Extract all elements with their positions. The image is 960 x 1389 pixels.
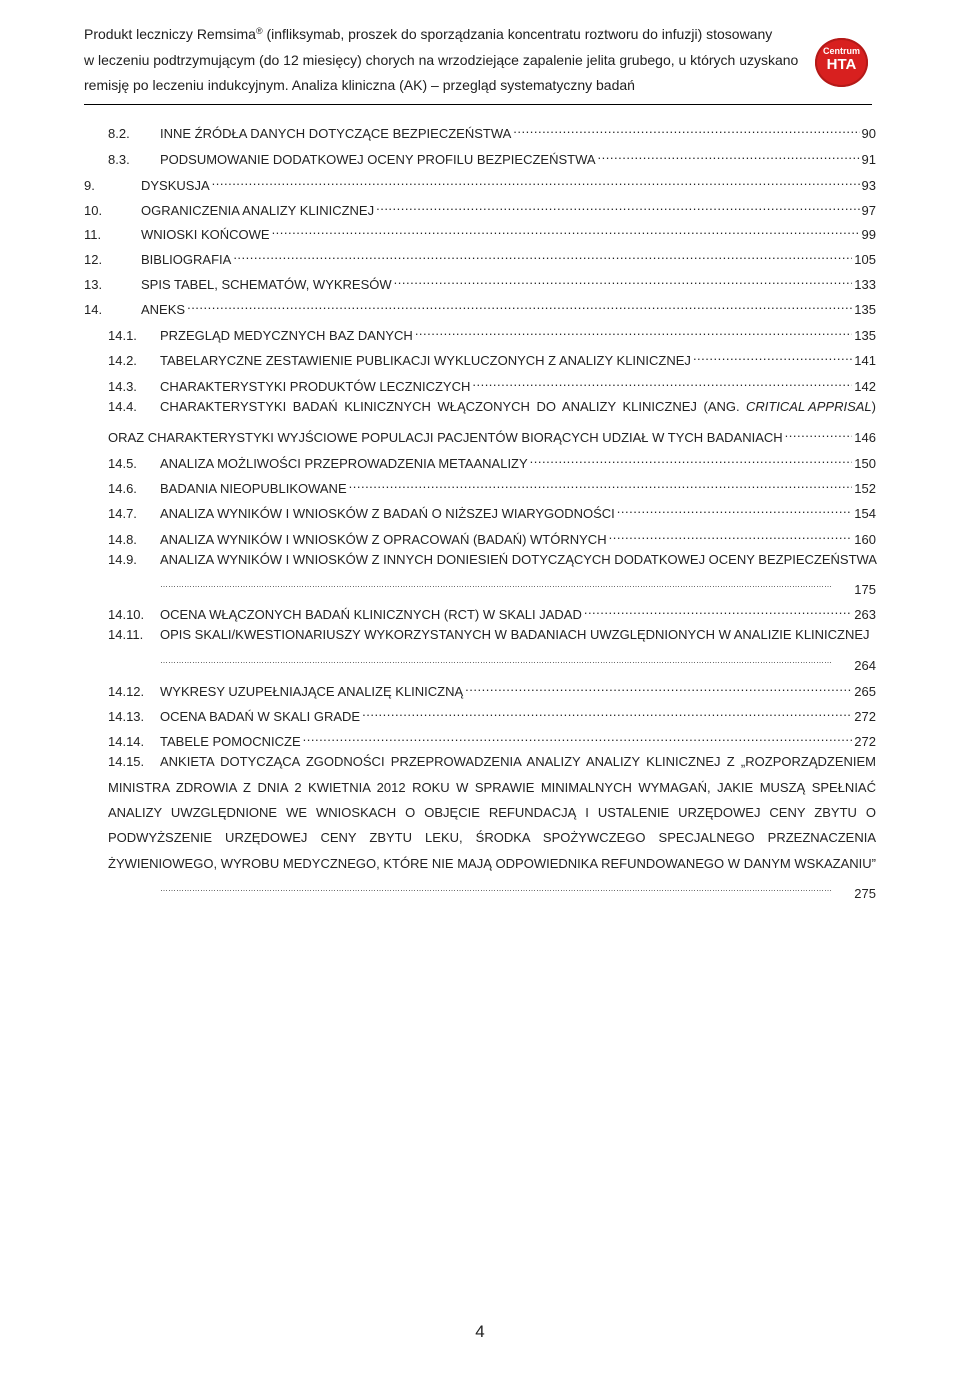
toc-entry-line-1 — [108, 398, 876, 416]
toc-entry[interactable] — [84, 221, 876, 242]
toc-title: SPIS TABEL, SCHEMATÓW, WYKRESÓW — [141, 277, 392, 292]
toc-entry-line-2 — [160, 576, 876, 597]
toc-entry[interactable] — [108, 678, 876, 699]
toc-entry[interactable] — [108, 703, 876, 724]
dot-leader — [362, 703, 852, 721]
header-line-3: remisję po leczeniu indukcyjnym. Analiza kliniczna (AK) – przegląd systematyczny badań — [84, 77, 635, 93]
dot-leader — [376, 197, 859, 215]
toc-page: 146 — [854, 430, 876, 445]
dot-leader — [349, 475, 853, 493]
dot-leader — [303, 728, 853, 746]
toc-entry[interactable] — [84, 246, 876, 267]
toc-title: PODSUMOWANIE DODATKOWEJ OCENY PROFILU BEZPIECZEŃSTWA — [160, 152, 596, 167]
dot-leader — [187, 296, 852, 314]
toc-number: 14.9. — [108, 552, 137, 567]
toc-entry[interactable] — [108, 500, 876, 521]
toc-number: 14.1. — [108, 328, 137, 343]
toc-page: 93 — [861, 178, 876, 193]
toc-title: WYKRESY UZUPEŁNIAJĄCE ANALIZĘ KLINICZNĄ — [160, 684, 464, 699]
toc-entry[interactable] — [108, 120, 876, 141]
toc-title-continued: PODWYŻSZENIE URZĘDOWEJ CENY ZBYTU LEKU, ŚRODKA SPOŻYWCZEGO SPECJALNEGO PRZEZNACZENIA — [108, 830, 876, 845]
toc-number: 8.2. — [108, 126, 130, 141]
dot-leader — [465, 678, 852, 696]
toc-page: 150 — [854, 456, 876, 471]
toc-number: 14.14. — [108, 734, 145, 749]
toc-title-continued: ANALIZY UWZGLĘDNIONE WE WNIOSKACH O OBJĘCIE REFUNDACJĄ I USTALENIE URZĘDOWEJ CENY ZBYTU O — [108, 805, 876, 820]
toc-title: BADANIA NIEOPUBLIKOWANE — [160, 481, 347, 496]
toc-page: 272 — [854, 734, 876, 749]
toc-title: OCENA BADAŃ W SKALI GRADE — [160, 709, 361, 724]
dot-leader — [272, 221, 860, 239]
toc-number: 14.4. — [108, 399, 137, 414]
toc-title: TABELE POMOCNICZE — [160, 734, 301, 749]
dot-leader — [472, 373, 852, 391]
toc-entry[interactable] — [108, 728, 876, 749]
toc-title: BIBLIOGRAFIA — [141, 252, 232, 267]
toc-page: 142 — [854, 379, 876, 394]
toc-entry[interactable] — [84, 172, 876, 193]
dot-leader — [212, 172, 860, 190]
dot-leader — [617, 500, 853, 518]
toc-page: 105 — [854, 252, 876, 267]
toc-title: INNE ŹRÓDŁA DANYCH DOTYCZĄCE BEZPIECZEŃSTWA — [160, 126, 512, 141]
dot-leader — [394, 271, 853, 289]
toc-page: 99 — [861, 227, 876, 242]
toc-title: ANEKS — [141, 302, 186, 317]
toc-entry[interactable] — [84, 271, 876, 292]
toc-page: 160 — [854, 532, 876, 547]
toc-number: 11. — [84, 227, 102, 242]
centrum-hta-logo — [815, 38, 868, 87]
toc-page: 133 — [854, 277, 876, 292]
toc-number: 14.15. — [108, 754, 145, 769]
dot-leader — [513, 120, 859, 138]
dot-leader — [160, 576, 854, 594]
toc-title-continued: MINISTRA ZDROWIA Z DNIA 2 KWIETNIA 2012 ROKU W SPRAWIE MINIMALNYCH WYMAGAŃ, JAKIE MUSZĄ SPEŁNIAĆ — [108, 780, 876, 795]
toc-title: PRZEGLĄD MEDYCZNYCH BAZ DANYCH — [160, 328, 413, 343]
toc-entry[interactable] — [108, 601, 876, 622]
header-divider — [84, 104, 872, 105]
toc-entry[interactable] — [84, 197, 876, 218]
toc-number: 14.12. — [108, 684, 145, 699]
toc-page: 91 — [861, 152, 876, 167]
toc-number: 14.2. — [108, 353, 137, 368]
toc-page: 154 — [854, 506, 876, 521]
toc-number: 8.3. — [108, 152, 130, 167]
toc-number: 12. — [84, 252, 103, 267]
toc-entry-line-1 — [108, 551, 876, 569]
toc-number: 14.3. — [108, 379, 137, 394]
toc-page: 265 — [854, 684, 876, 699]
toc-number: 9. — [84, 178, 95, 193]
toc-page: 275 — [854, 886, 876, 901]
toc-number: 13. — [84, 277, 103, 292]
toc-number: 14.8. — [108, 532, 137, 547]
toc-entry-line-1 — [108, 753, 876, 771]
dot-leader — [785, 424, 853, 442]
toc-entry[interactable] — [108, 475, 876, 496]
toc-page: 135 — [854, 328, 876, 343]
page-number: 4 — [475, 1322, 485, 1341]
toc-number: 14.7. — [108, 506, 137, 521]
toc-page: 152 — [854, 481, 876, 496]
toc-page: 97 — [861, 203, 876, 218]
header-line-1: Produkt leczniczy Remsima® (infliksymab, proszek do sporządzania koncentratu roztworu do infuzji) stosowany — [84, 26, 773, 42]
toc-number: 14.5. — [108, 456, 137, 471]
dot-leader — [415, 322, 852, 340]
toc-entry[interactable] — [108, 526, 876, 547]
toc-title: ANALIZA WYNIKÓW I WNIOSKÓW Z BADAŃ O NIŻSZEJ WIARYGODNOŚCI — [160, 506, 615, 521]
toc-title: OCENA WŁĄCZONYCH BADAŃ KLINICZNYCH (RCT) W SKALI JADAD — [160, 607, 582, 622]
dot-leader — [693, 347, 852, 365]
toc-page: 90 — [861, 126, 876, 141]
header-line-2: w leczeniu podtrzymującym (do 12 miesięcy) chorych na wrzodziejące zapalenie jelita grubego, u których uzyskano — [84, 51, 799, 68]
logo-text-bottom: HTA — [826, 56, 857, 73]
toc-page: 272 — [854, 709, 876, 724]
dot-leader — [233, 246, 852, 264]
toc-number: 14.10. — [108, 607, 145, 622]
toc-entry[interactable] — [84, 296, 876, 317]
toc-title-continued: ORAZ CHARAKTERYSTYKI WYJŚCIOWE POPULACJI PACJENTÓW BIORĄCYCH UDZIAŁ W TYCH BADANIACH — [108, 430, 783, 445]
toc-title: CHARAKTERYSTYKI PRODUKTÓW LECZNICZYCH — [160, 379, 471, 394]
toc-title: WNIOSKI KOŃCOWE — [141, 227, 270, 242]
toc-title: CHARAKTERYSTYKI BADAŃ KLINICZNYCH WŁĄCZONYCH DO ANALIZY KLINICZNEJ (ANG. CRITICAL APPRISAL) — [160, 399, 876, 414]
header-text — [84, 22, 804, 99]
toc-number: 14.13. — [108, 709, 145, 724]
toc-title: DYSKUSJA — [141, 178, 210, 193]
dot-leader — [160, 880, 854, 898]
toc-title: ANALIZA WYNIKÓW I WNIOSKÓW Z OPRACOWAŃ (BADAŃ) WTÓRNYCH — [160, 532, 607, 547]
toc-title: ANALIZA MOŻLIWOŚCI PRZEPROWADZENIA METAANALIZY — [160, 456, 528, 471]
toc-number: 14.6. — [108, 481, 137, 496]
toc-title: ANKIETA DOTYCZĄCA ZGODNOŚCI PRZEPROWADZENIA ANALIZY ANALIZY KLINICZNEJ Z „ROZPORZĄDZENIEM — [160, 754, 876, 769]
toc-title: TABELARYCZNE ZESTAWIENIE PUBLIKACJI WYKLUCZONYCH Z ANALIZY KLINICZNEJ — [160, 353, 691, 368]
toc-entry-line-2 — [108, 424, 876, 445]
toc-entry[interactable] — [108, 322, 876, 343]
toc-title-continued: ŻYWIENIOWEGO, WYROBU MEDYCZNEGO, KTÓRE NIE MAJĄ ODPOWIEDNIKA REFUNDOWANEGO W DANYM WSKAZANIU” — [108, 856, 876, 871]
logo-text-top: Centrum — [822, 46, 860, 56]
dot-leader — [530, 450, 853, 468]
toc-entry[interactable] — [108, 347, 876, 368]
toc-entry-line-2 — [160, 652, 876, 673]
toc-number: 14.11. — [108, 627, 144, 642]
toc-entry[interactable] — [108, 450, 876, 471]
toc-page: 141 — [854, 353, 876, 368]
dot-leader — [598, 146, 860, 164]
toc-entry[interactable] — [108, 373, 876, 394]
toc-page: 264 — [854, 658, 876, 673]
toc-number: 14. — [84, 302, 103, 317]
dot-leader — [584, 601, 852, 619]
dot-leader — [160, 652, 854, 670]
toc-title: OGRANICZENIA ANALIZY KLINICZNEJ — [141, 203, 375, 218]
toc-page: 175 — [854, 582, 876, 597]
toc-page: 263 — [854, 607, 876, 622]
toc-page: 135 — [854, 302, 876, 317]
toc-entry[interactable] — [108, 146, 876, 167]
toc-title: OPIS SKALI/KWESTIONARIUSZY WYKORZYSTANYCH W BADANIACH UWZGLĘDNIONYCH W ANALIZIE KLINICZNEJ — [160, 627, 870, 642]
toc-entry-line-1 — [108, 626, 876, 644]
toc-entry-last-line — [160, 880, 876, 901]
dot-leader — [609, 526, 853, 544]
toc-number: 10. — [84, 203, 103, 218]
toc-title: ANALIZA WYNIKÓW I WNIOSKÓW Z INNYCH DONIESIEŃ DOTYCZĄCYCH DODATKOWEJ OCENY BEZPIECZEŃSTWA — [160, 552, 877, 567]
